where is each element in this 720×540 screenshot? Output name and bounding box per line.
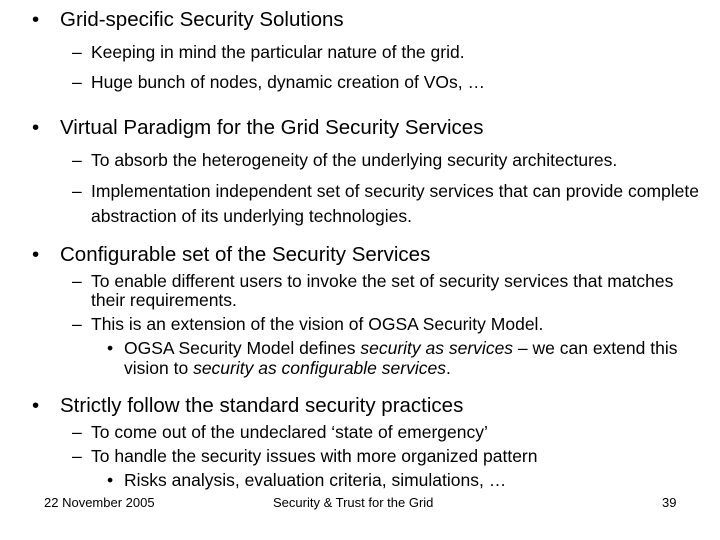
sub-bullet-text: To handle the security issues with more organized pattern: [91, 446, 538, 466]
sub-sub-bullet: [107, 470, 697, 491]
page-number: 39: [662, 495, 677, 510]
dash-marker: –: [72, 422, 82, 442]
bullet-marker: •: [32, 394, 40, 417]
sub-bullet: [72, 272, 702, 310]
dash-marker: –: [72, 42, 82, 62]
heading-text: Virtual Paradigm for the Grid Security Services: [60, 116, 484, 139]
sub-bullet-text: To absorb the heterogeneity of the underlying security architectures.: [91, 150, 618, 170]
heading-text: Strictly follow the standard security practices: [60, 394, 464, 417]
sub-bullet-text: Huge bunch of nodes, dynamic creation of VOs, …: [91, 72, 485, 92]
bullet-marker: •: [32, 116, 40, 139]
sub-sub-bullet-text: OGSA Security Model defines security as services – we can extend this vision to security as configurable services.: [124, 338, 678, 378]
bullet-marker: •: [32, 8, 40, 31]
dash-marker: –: [72, 314, 82, 334]
sub-bullet: [72, 446, 702, 467]
dash-marker: –: [72, 150, 82, 170]
sub-bullet: [72, 179, 702, 229]
footer-date: 22 November 2005: [44, 495, 155, 510]
sub-sub-bullet-text: Risks analysis, evaluation criteria, simulations, …: [124, 470, 507, 490]
sub-bullet: [72, 150, 702, 171]
emphasis-text: security as configurable services: [193, 358, 446, 378]
sub-bullet: [72, 42, 702, 63]
bullet-marker: •: [107, 338, 114, 358]
bullet-marker: •: [107, 470, 114, 490]
sub-bullet-text: Keeping in mind the particular nature of the grid.: [91, 42, 465, 62]
bullet-marker: •: [32, 243, 40, 266]
sub-bullet: [72, 314, 702, 335]
emphasis-text: security as services: [360, 338, 514, 358]
sub-bullet-text: To enable different users to invoke the set of security services that matches their requirements.: [91, 271, 674, 310]
dash-marker: –: [72, 181, 82, 201]
sub-sub-bullet: [107, 338, 697, 378]
sub-bullet-text: Implementation independent set of security services that can provide complete abstraction of its underlying technologies.: [91, 181, 699, 226]
sub-bullet: [72, 422, 702, 443]
sub-bullet: [72, 72, 702, 93]
footer-title: Security & Trust for the Grid: [273, 495, 434, 510]
sub-bullet-text: To come out of the undeclared ‘state of emergency’: [91, 422, 488, 442]
heading-text: Configurable set of the Security Services: [60, 243, 431, 266]
heading-text: Grid-specific Security Solutions: [60, 8, 344, 31]
dash-marker: –: [72, 446, 82, 466]
dash-marker: –: [72, 72, 82, 92]
sub-bullet-text: This is an extension of the vision of OGSA Security Model.: [91, 314, 544, 334]
dash-marker: –: [72, 271, 82, 291]
